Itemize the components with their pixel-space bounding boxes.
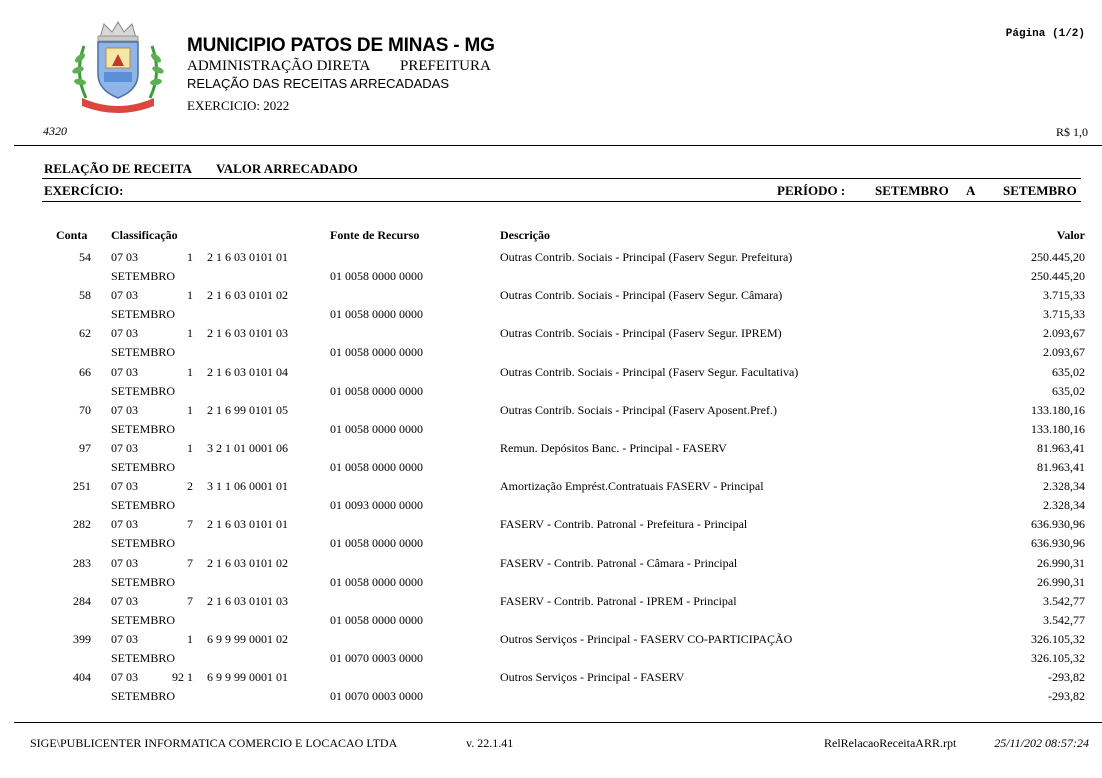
table-cell-fonte: 01 0058 0000 0000	[330, 613, 423, 627]
table-cell-conta: 97	[79, 441, 91, 455]
table-cell-classificacao-a: 07 03	[111, 250, 138, 264]
table-cell-classificacao-c: 3 1 1 06 0001 01	[207, 479, 288, 493]
table-cell-descricao: Amortização Emprést.Contratuais FASERV - Principal	[500, 479, 764, 493]
table-cell-valor: 250.445,20	[1031, 250, 1085, 264]
table-cell-classificacao-a: 07 03	[111, 288, 138, 302]
table-cell-classificacao-c: 2 1 6 03 0101 01	[207, 517, 288, 531]
table-cell-valor: 3.715,33	[1043, 288, 1085, 302]
table-cell-classificacao-c: 2 1 6 03 0101 02	[207, 556, 288, 570]
footer-company: SIGE\PUBLICENTER INFORMATICA COMERCIO E LOCACAO LTDA	[30, 736, 398, 750]
footer-report-file: RelRelacaoReceitaARR.rpt	[824, 736, 957, 750]
table-cell-descricao: Outras Contrib. Sociais - Principal (Faserv Aposent.Pref.)	[500, 403, 777, 417]
table-cell-conta: 283	[73, 556, 91, 570]
table-cell-conta: 62	[79, 326, 91, 340]
table-cell-classificacao-b: 1	[187, 288, 193, 302]
table-cell-classificacao-c: 2 1 6 03 0101 01	[207, 250, 288, 264]
table-cell-subtotal: 3.715,33	[1043, 307, 1085, 321]
table-cell-conta: 251	[73, 479, 91, 493]
period-to: SETEMBRO	[1003, 183, 1077, 198]
footer-version: v. 22.1.41	[466, 736, 514, 750]
period-separator: A	[966, 183, 976, 198]
table-cell-classificacao-c: 2 1 6 03 0101 02	[207, 288, 288, 302]
table-cell-classificacao-a: 07 03	[111, 594, 138, 608]
table-cell-classificacao-b: 1	[187, 632, 193, 646]
table-cell-valor: 326.105,32	[1031, 632, 1085, 646]
table-cell-conta: 284	[73, 594, 91, 608]
table-cell-subtotal: 2.093,67	[1043, 345, 1085, 359]
table-cell-fonte: 01 0058 0000 0000	[330, 269, 423, 283]
table-cell-mes: SETEMBRO	[111, 689, 176, 703]
section-title: RELAÇÃO DE RECEITA	[44, 161, 192, 176]
table-cell-conta: 54	[79, 250, 91, 264]
period-from: SETEMBRO	[875, 183, 949, 198]
table-cell-classificacao-c: 6 9 9 99 0001 02	[207, 632, 288, 646]
municipality-title: MUNICIPIO PATOS DE MINAS - MG	[187, 35, 495, 56]
section-subtitle: VALOR ARRECADADO	[216, 161, 358, 176]
table-cell-mes: SETEMBRO	[111, 613, 176, 627]
table-cell-conta: 66	[79, 365, 91, 379]
table-cell-fonte: 01 0093 0000 0000	[330, 498, 423, 512]
footer-divider	[14, 722, 1102, 723]
column-header-fonte: Fonte de Recurso	[330, 228, 420, 242]
table-cell-classificacao-a: 07 03	[111, 556, 138, 570]
table-cell-subtotal: 3.542,77	[1043, 613, 1085, 627]
table-cell-valor: 133.180,16	[1031, 403, 1085, 417]
table-cell-descricao: Outras Contrib. Sociais - Principal (Faserv Segur. IPREM)	[500, 326, 782, 340]
table-cell-classificacao-c: 6 9 9 99 0001 01	[207, 670, 288, 684]
table-cell-subtotal: 326.105,32	[1031, 651, 1085, 665]
table-cell-subtotal: 636.930,96	[1031, 536, 1085, 550]
table-cell-descricao: Outros Serviços - Principal - FASERV CO-PARTICIPAÇÃO	[500, 632, 793, 646]
table-cell-mes: SETEMBRO	[111, 498, 176, 512]
table-cell-fonte: 01 0058 0000 0000	[330, 536, 423, 550]
table-cell-mes: SETEMBRO	[111, 384, 176, 398]
table-cell-fonte: 01 0070 0003 0000	[330, 651, 423, 665]
table-cell-valor: 636.930,96	[1031, 517, 1085, 531]
exercise-year: EXERCICIO: 2022	[187, 98, 290, 113]
period-divider	[42, 201, 1081, 202]
table-cell-classificacao-b: 7	[187, 517, 193, 531]
table-cell-mes: SETEMBRO	[111, 345, 176, 359]
table-cell-valor: -293,82	[1048, 670, 1085, 684]
table-cell-classificacao-c: 3 2 1 01 0001 06	[207, 441, 288, 455]
table-cell-classificacao-b: 1	[187, 441, 193, 455]
table-cell-classificacao-b: 1	[187, 365, 193, 379]
table-cell-fonte: 01 0058 0000 0000	[330, 460, 423, 474]
entity-label: PREFEITURA	[400, 58, 491, 74]
table-cell-valor: 3.542,77	[1043, 594, 1085, 608]
table-cell-classificacao-b: 1	[187, 326, 193, 340]
table-cell-classificacao-a: 07 03	[111, 479, 138, 493]
table-cell-mes: SETEMBRO	[111, 460, 176, 474]
table-cell-subtotal: 635,02	[1052, 384, 1085, 398]
table-cell-fonte: 01 0058 0000 0000	[330, 575, 423, 589]
table-cell-descricao: FASERV - Contrib. Patronal - IPREM - Principal	[500, 594, 737, 608]
table-cell-classificacao-b: 92 1	[172, 670, 193, 684]
table-cell-classificacao-a: 07 03	[111, 441, 138, 455]
table-cell-valor: 2.328,34	[1043, 479, 1085, 493]
table-cell-classificacao-c: 2 1 6 03 0101 04	[207, 365, 288, 379]
table-cell-valor: 635,02	[1052, 365, 1085, 379]
table-cell-classificacao-a: 07 03	[111, 632, 138, 646]
table-cell-subtotal: 250.445,20	[1031, 269, 1085, 283]
table-cell-descricao: Outros Serviços - Principal - FASERV	[500, 670, 685, 684]
table-cell-mes: SETEMBRO	[111, 307, 176, 321]
table-cell-classificacao-c: 2 1 6 03 0101 03	[207, 594, 288, 608]
table-cell-classificacao-b: 2	[187, 479, 193, 493]
page-number: Página (1/2)	[1005, 28, 1085, 40]
table-cell-classificacao-a: 07 03	[111, 517, 138, 531]
table-cell-conta: 404	[73, 670, 91, 684]
section-divider	[42, 178, 1081, 179]
report-code: 4320	[43, 124, 67, 138]
coat-of-arms-logo	[68, 18, 168, 118]
table-cell-valor: 26.990,31	[1037, 556, 1085, 570]
table-cell-subtotal: 81.963,41	[1037, 460, 1085, 474]
table-cell-classificacao-b: 7	[187, 594, 193, 608]
table-cell-descricao: Outras Contrib. Sociais - Principal (Faserv Segur. Facultativa)	[500, 365, 799, 379]
table-cell-fonte: 01 0058 0000 0000	[330, 307, 423, 321]
table-cell-mes: SETEMBRO	[111, 536, 176, 550]
table-cell-classificacao-c: 2 1 6 99 0101 05	[207, 403, 288, 417]
table-cell-fonte: 01 0058 0000 0000	[330, 384, 423, 398]
table-cell-classificacao-a: 07 03	[111, 670, 138, 684]
table-cell-fonte: 01 0070 0003 0000	[330, 689, 423, 703]
report-name: RELAÇÃO DAS RECEITAS ARRECADADAS	[187, 76, 449, 91]
table-cell-classificacao-b: 7	[187, 556, 193, 570]
column-header-valor: Valor	[1056, 228, 1085, 242]
table-cell-conta: 399	[73, 632, 91, 646]
table-cell-valor: 81.963,41	[1037, 441, 1085, 455]
table-cell-descricao: FASERV - Contrib. Patronal - Câmara - Principal	[500, 556, 738, 570]
table-cell-classificacao-b: 1	[187, 403, 193, 417]
column-header-descricao: Descrição	[500, 228, 550, 242]
table-cell-descricao: FASERV - Contrib. Patronal - Prefeitura - Principal	[500, 517, 748, 531]
table-cell-descricao: Remun. Depósitos Banc. - Principal - FASERV	[500, 441, 727, 455]
table-cell-classificacao-a: 07 03	[111, 326, 138, 340]
header-divider	[14, 145, 1102, 146]
period-label: PERÍODO :	[777, 183, 846, 198]
table-cell-mes: SETEMBRO	[111, 269, 176, 283]
footer-timestamp: 25/11/202 08:57:24	[994, 736, 1089, 750]
table-cell-subtotal: 26.990,31	[1037, 575, 1085, 589]
table-cell-valor: 2.093,67	[1043, 326, 1085, 340]
table-cell-classificacao-a: 07 03	[111, 365, 138, 379]
exercise-label: EXERCÍCIO:	[44, 183, 124, 198]
table-cell-classificacao-b: 1	[187, 250, 193, 264]
currency-unit: R$ 1,0	[1055, 125, 1088, 139]
table-cell-classificacao-c: 2 1 6 03 0101 03	[207, 326, 288, 340]
table-cell-conta: 58	[79, 288, 91, 302]
table-cell-subtotal: 133.180,16	[1031, 422, 1085, 436]
table-cell-subtotal: 2.328,34	[1043, 498, 1085, 512]
administration-label: ADMINISTRAÇÃO DIRETA	[187, 58, 371, 74]
column-header-conta: Conta	[56, 228, 88, 242]
table-cell-subtotal: -293,82	[1048, 689, 1085, 703]
table-cell-conta: 282	[73, 517, 91, 531]
table-cell-classificacao-a: 07 03	[111, 403, 138, 417]
table-cell-conta: 70	[79, 403, 91, 417]
table-cell-descricao: Outras Contrib. Sociais - Principal (Faserv Segur. Prefeitura)	[500, 250, 793, 264]
table-cell-mes: SETEMBRO	[111, 651, 176, 665]
column-header-classificacao: Classificação	[111, 228, 178, 242]
table-cell-fonte: 01 0058 0000 0000	[330, 345, 423, 359]
table-cell-descricao: Outras Contrib. Sociais - Principal (Faserv Segur. Câmara)	[500, 288, 783, 302]
table-cell-mes: SETEMBRO	[111, 422, 176, 436]
table-cell-mes: SETEMBRO	[111, 575, 176, 589]
table-cell-fonte: 01 0058 0000 0000	[330, 422, 423, 436]
